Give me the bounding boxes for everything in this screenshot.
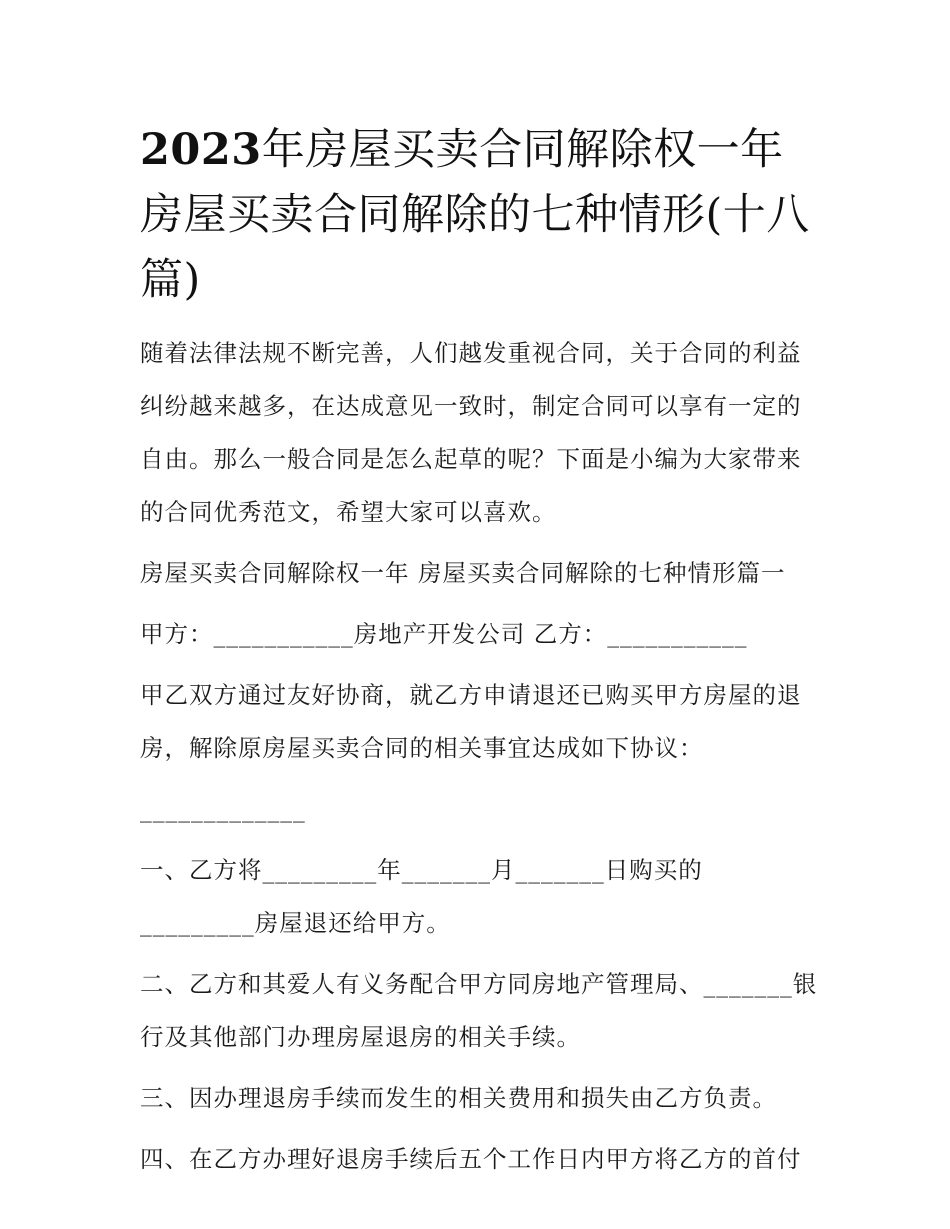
intro-paragraph: 随着法律法规不断完善，人们越发重视合同，关于合同的利益纠纷越来越多，在达成意见一致时，制定合同可以享有一定的自由。那么一般合同是怎么起草的呢？下面是小编为大家带来的合同优秀范文，希望大家可以喜欢。 xyxy=(140,339,802,526)
title-text: 年房屋买卖合同解除权一年 房屋买卖合同解除的七种情形(十八篇) xyxy=(140,125,810,305)
clause-1-line-1: 一、乙方将_________年_______月_______日购买的 xyxy=(140,856,703,884)
clause-2: 二、乙方和其爱人有义务配合甲方同房地产管理局、_______银行及其他部门办理房屋退房的相关手续。 xyxy=(140,970,818,1051)
document-body xyxy=(140,118,820,1194)
document-title xyxy=(140,118,820,313)
clause-1-line-2: _________房屋退还给甲方。 xyxy=(140,909,451,937)
title-year: 2023 xyxy=(140,125,262,175)
clause-4: 四、在乙方办理好退房手续后五个工作日内甲方将乙方的首付 xyxy=(140,1145,802,1173)
agreement-intro: 甲乙双方通过友好协商，就乙方申请退还已购买甲方房屋的退房，解除原房屋买卖合同的相关事宜达成如下协议： xyxy=(140,681,802,762)
clause-3: 三、因办理退房手续而发生的相关费用和损失由乙方负责。 xyxy=(140,1084,777,1112)
section-heading: 房屋买卖合同解除权一年 房屋买卖合同解除的七种情形篇一 xyxy=(140,559,786,587)
parties-line: 甲方：___________房地产开发公司 乙方：___________ xyxy=(140,620,748,648)
blank-line: _____________ xyxy=(140,795,306,823)
